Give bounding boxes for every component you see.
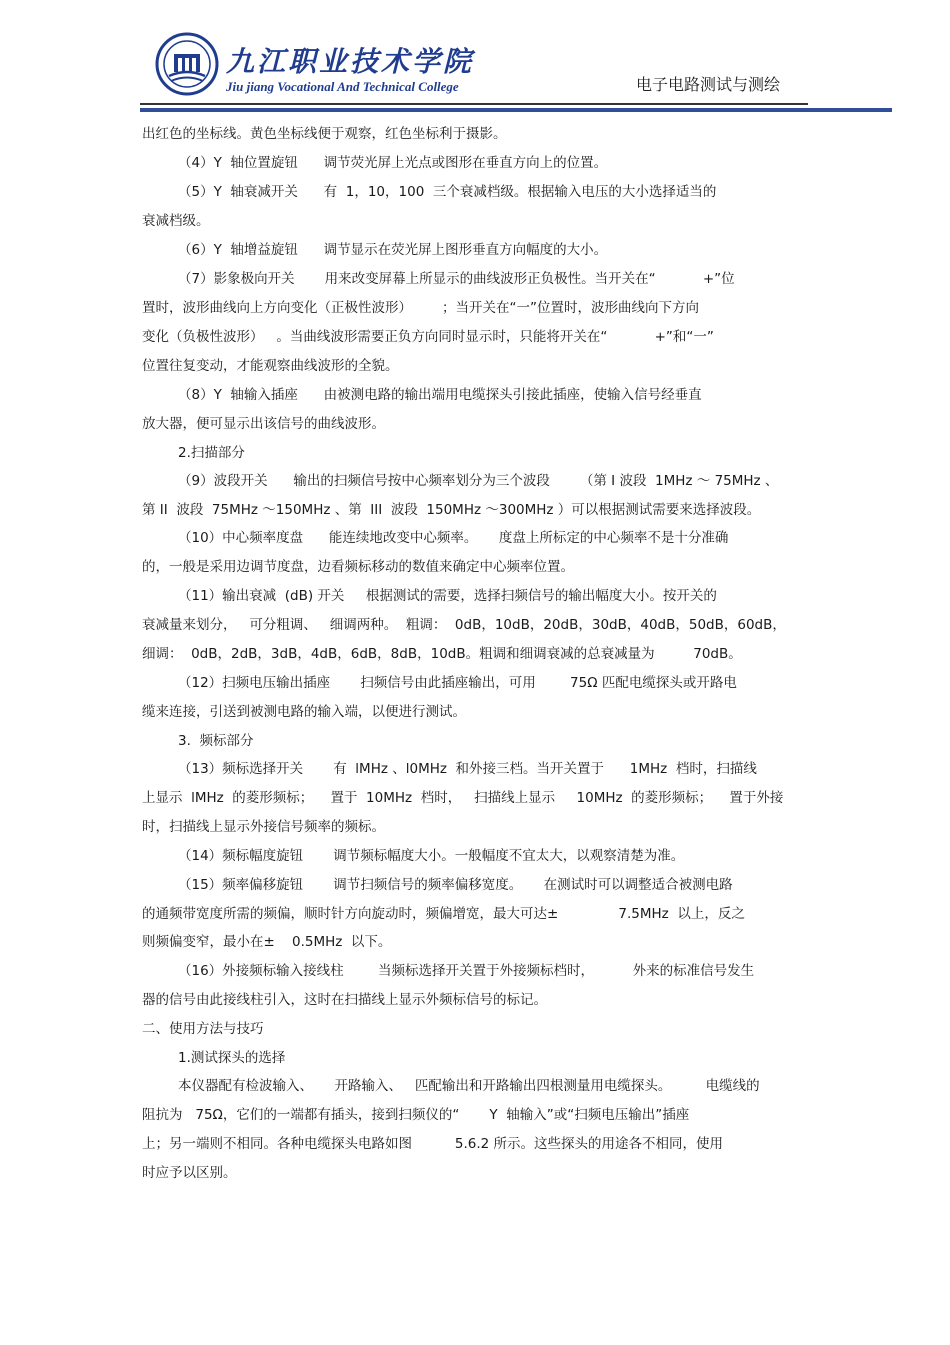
text-line: 放大器，便可显示出该信号的曲线波形。 — [142, 416, 385, 432]
text-line: 时应予以区别。 — [142, 1165, 237, 1181]
text-line: 上显示 lMHz 的菱形频标； 置于 10MHz 档时， 扫描线上显示 10MHz 的菱形频标； 置于外接 — [142, 790, 784, 806]
text-line: 阻抗为 75Ω，它们的一端都有插头，接到扫频仪的“ Y 轴输入”或“扫频电压输出”插座 — [142, 1107, 690, 1123]
section-heading: 2.扫描部分 — [178, 445, 245, 461]
text-line: 衰减量来划分， 可分粗调、 细调两种。 粗调： 0dB，10dB，20dB，30dB，40dB，50dB，60dB， — [142, 617, 786, 633]
text-line: （14）频标幅度旋钮 调节频标幅度大小。一般幅度不宜太大，以观察清楚为准。 — [178, 848, 685, 864]
text-line: （10）中心频率度盘 能连续地改变中心频率。 度盘上所标定的中心频率不是十分准确 — [178, 530, 729, 546]
text-line: 细调： 0dB，2dB，3dB，4dB，6dB，8dB，10dB。粗调和细调衰减的总衰减量为 70dB。 — [142, 646, 742, 662]
text-line: 本仪器配有检波输入、 开路输入、 匹配输出和开路输出四根测量用电缆探头。 电缆线的 — [178, 1078, 760, 1094]
header-accent-rule — [140, 108, 892, 112]
text-line: 置时，波形曲线向上方向变化（正极性波形） ；当开关在“一”位置时，波形曲线向下方向 — [142, 300, 700, 316]
text-line: 则频偏变窄，最小在± 0.5MHz 以下。 — [142, 934, 392, 950]
header-rule — [140, 103, 808, 105]
text-line: 时，扫描线上显示外接信号频率的频标。 — [142, 819, 385, 835]
section-heading: 3. 频标部分 — [178, 733, 254, 749]
text-line: 变化（负极性波形） 。当曲线波形需要正负方向同时显示时，只能将开关在“ +”和“一” — [142, 329, 714, 345]
text-line: 上；另一端则不相同。各种电缆探头电路如图 5.6.2 所示。这些探头的用途各不相同，使用 — [142, 1136, 724, 1152]
text-line: （12）扫频电压输出插座 扫频信号由此插座输出，可用 75Ω 匹配电缆探头或开路电 — [178, 675, 737, 691]
section-heading: 二、使用方法与技巧 — [142, 1021, 264, 1037]
college-logo-icon — [155, 32, 219, 96]
text-line: （13）频标选择开关 有 lMHz 、l0MHz 和外接三档。当开关置于 1MHz 档时，扫描线 — [178, 761, 757, 777]
college-name-chinese: 九江职业技术学院 — [226, 45, 475, 78]
text-line: （5）Y 轴衰减开关 有 1，10，100 三个衰减档级。根据输入电压的大小选择适当的 — [178, 184, 717, 200]
text-line: 的，一般是采用边调节度盘，边看频标移动的数值来确定中心频率位置。 — [142, 559, 574, 575]
course-title: 电子电路测试与测绘 — [636, 75, 781, 94]
text-line: （9）波段开关 输出的扫频信号按中心频率划分为三个波段 （第 I 波段 1MHz ～ 75MHz 、 — [178, 473, 779, 489]
text-line: 位置往复变动，才能观察曲线波形的全貌。 — [142, 358, 399, 374]
text-line: （16）外接频标输入接线柱 当频标选择开关置于外接频标档时， 外来的标准信号发生 — [178, 963, 755, 979]
text-line: （7）影象极向开关 用来改变屏幕上所显示的曲线波形正负极性。当开关在“ +”位 — [178, 271, 735, 287]
text-line: 器的信号由此接线柱引入，这时在扫描线上显示外频标信号的标记。 — [142, 992, 547, 1008]
text-line: 出红色的坐标线。黄色坐标线便于观察，红色坐标利于摄影。 — [142, 126, 507, 142]
page-header — [0, 0, 950, 115]
text-line: （15）频率偏移旋钮 调节扫频信号的频率偏移宽度。 在测试时可以调整适合被测电路 — [178, 877, 733, 893]
text-line: 衰减档级。 — [142, 213, 210, 229]
section-heading: 1.测试探头的选择 — [178, 1050, 286, 1066]
college-name-english: Jiu jiang Vocational And Technical College — [226, 79, 459, 94]
text-line: （6）Y 轴增益旋钮 调节显示在荧光屏上图形垂直方向幅度的大小。 — [178, 242, 608, 258]
text-line: 的通频带宽度所需的频偏，顺时针方向旋动时，频偏增宽，最大可达± 7.5MHz 以上，反之 — [142, 906, 745, 922]
text-line: 第 II 波段 75MHz ～150MHz 、第 III 波段 150MHz ～300MHz ）可以根据测试需要来选择波段。 — [142, 502, 761, 518]
text-line: 缆来连接，引送到被测电路的输入端，以便进行测试。 — [142, 704, 466, 720]
text-line: （8）Y 轴输入插座 由被测电路的输出端用电缆探头引接此插座，使输入信号经垂直 — [178, 387, 702, 403]
text-line: （4）Y 轴位置旋钮 调节荧光屏上光点或图形在垂直方向上的位置。 — [178, 155, 608, 171]
text-line: （11）输出衰减 (dB) 开关 根据测试的需要，选择扫频信号的输出幅度大小。按开关的 — [178, 588, 717, 604]
